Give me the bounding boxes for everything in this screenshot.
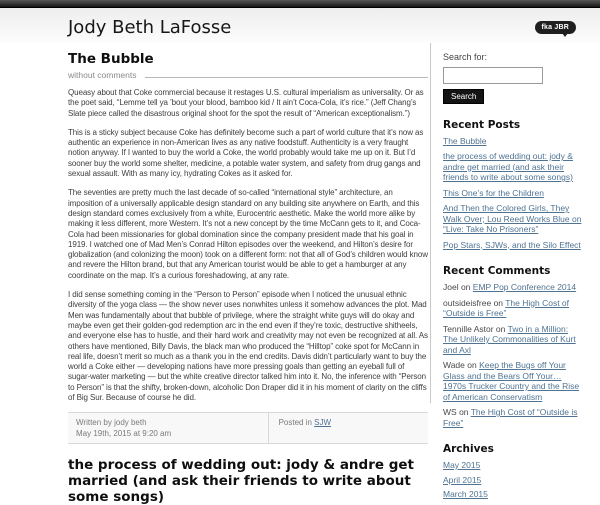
sidebar: [430, 43, 600, 499]
recent-comments-heading: Recent Comments: [443, 265, 551, 277]
recent-comment-4: [443, 360, 582, 402]
site-header: [0, 8, 600, 43]
recent-posts-widget: [443, 119, 582, 251]
comment-post-link[interactable]: Two in a Million: The Unlikely Commonalities of Kurt and Axl: [443, 323, 576, 355]
recent-comments-widget: [443, 265, 582, 428]
comment-connector: on: [458, 282, 473, 292]
comment-post-link[interactable]: The High Cost of “Outside is Free”: [443, 297, 570, 318]
comment-post-link[interactable]: EMP Pop Conference 2014: [472, 282, 577, 292]
next-post-title-link[interactable]: the process of wedding out: jody & andre get married (and ask their friends to write about some songs): [68, 457, 414, 505]
post-meta-row: [68, 70, 428, 80]
archive-link-april-2015[interactable]: April 2015: [443, 474, 482, 485]
page-body: [0, 43, 600, 505]
post-title-link[interactable]: The Bubble: [68, 51, 154, 67]
fka-jbr-badge[interactable]: fka JBR: [535, 21, 576, 34]
post-date-text: May 19th, 2015 at 9:20 am: [76, 429, 172, 439]
search-widget: [443, 52, 582, 104]
comment-author: Tennille Astor: [443, 323, 494, 334]
search-input[interactable]: [443, 67, 543, 84]
comment-post-link[interactable]: Keep the Bugs off Your Glass and the Bears Off Your… 1970s Trucker Country and the Rise of American Conservatism: [443, 360, 580, 402]
recent-comment-3: [443, 324, 582, 356]
recent-post-link-5[interactable]: Pop Stars, SJWs, and the Silo Effect: [443, 239, 581, 250]
recent-comment-2: [443, 298, 582, 319]
recent-comment-1: [443, 282, 582, 293]
recent-comment-5: [443, 407, 582, 428]
posted-in-label: Posted in: [278, 418, 315, 428]
top-bar: [0, 0, 600, 8]
comment-post-link[interactable]: The High Cost of “Outside is Free”: [443, 407, 578, 428]
comment-connector: on: [493, 323, 508, 334]
post-paragraph-3: The seventies are pretty much the last decade of so-called “international style” architecture, an imposition of a universally applicable design standard on any building site anywhere on Earth, and this design standard comes exclusively from a white, Eurocentric aesthetic. Make the world more alike by making it less different, more Western. It’s not a new concept by the time McCann gets to it, and Coca-Cola had been missionaries for global domination since the company president made that his goal in 1919. I watched one of Mad Men’s Conrad Hilton episodes over the weekend, and Hilton’s desire for globalization (and colonizing the moon) took on a different form: not that all of God’s children would know and revere the Hilton brand, but that any American tourist would be able to get a hamburger at any coordinate on the map. It’s a curious foreshadowing, at any rate.: [68, 188, 428, 280]
main-content: [68, 43, 428, 505]
post-footer-category: [269, 413, 341, 443]
post-paragraph-2: This is a sticky subject because Coke has definitely become such a part of world culture that it’s now as authentic an experience in non-American lives as any native foodstuff. Authenticity is a very fraught notion anyway. If I wanted to buy the world a Coke, the world probably would take me up on it. But I’d sooner buy the world some shelter, medicine, a potable water system, and safety from drug gangs and sexual assault. With as many icy, hydrating Cokes as it asked for.: [68, 127, 424, 179]
post-paragraph-1: Queasy about that Coke commercial because it restages U.S. cultural imperialism as universality. Or as the poet said, “Lemme tell ya ’bout your blood, bamboo kid / It ain’t Coca-Cola, it’s rice.” (Jeff Chang’s Slate piece called the disastrous original shoot for the spot the result of “American exceptionalism.”): [68, 88, 424, 118]
comment-connector: on: [491, 297, 506, 308]
recent-post-link-3[interactable]: This One’s for the Children: [443, 187, 544, 198]
comment-author: outsideisfree: [443, 297, 492, 308]
site-title-link[interactable]: Jody Beth LaFosse: [68, 16, 232, 38]
post-footer: [68, 412, 428, 444]
comment-author: WS: [443, 407, 457, 417]
archive-link-may-2015[interactable]: May 2015: [443, 460, 481, 470]
recent-post-link-2[interactable]: the process of wedding out: jody & andre get married (and ask their friends to write about some songs): [443, 151, 573, 182]
archives-heading: Archives: [443, 443, 494, 455]
comment-author: Joel: [443, 282, 459, 292]
comment-connector: on: [456, 407, 471, 417]
comment-connector: on: [464, 360, 480, 370]
recent-post-link-1[interactable]: The Bubble: [443, 135, 487, 146]
search-button[interactable]: Search: [443, 89, 484, 104]
archive-link-march-2015[interactable]: March 2015: [443, 489, 488, 499]
archives-widget: [443, 443, 582, 500]
post-paragraph-4: I did sense something coming in the “Person to Person” episode when I noticed the unusual ethnic diversity of the yoga class — the show never uses nonwhites unless it somehow advances the plot. Mad Men was fundamentally about that bubble of privilege, where the straight white guys will do okay and maybe even get their golden-god redemption arc in the end even if they’re toxic, destructive shitheels, and everyone else has to hustle, and their hard work and creativity may not even be recognized at all. As others have mentioned, Billy Davis, the black man who produced the “Hilltop” coke spot for McCann in real life, doesn’t merit so much as a thank you in the end credits. Davis didn’t particularly want to buy the world a Coke either — developing nations have more pressing goals than getting an eyeball full of sugar-water marketing — but the white creative director talked him into it. No, the inference with “Person to Person” is that the shifty, broken-down, alcoholic Don Draper did it in his moment of clarity on the cliffs of Big Sur. Because of course he did.: [68, 290, 428, 403]
category-link[interactable]: SJW: [314, 418, 332, 428]
search-label: Search for:: [443, 52, 488, 62]
comment-author: Wade: [443, 360, 465, 370]
recent-posts-heading: Recent Posts: [443, 118, 521, 131]
recent-post-link-4[interactable]: And Then the Colored Girls, They Walk Over; Lou Reed Works Blue on “Live: Take No Prisoners”: [443, 203, 582, 234]
post-footer-byline: [68, 413, 269, 443]
comments-count-link[interactable]: without comments: [68, 70, 137, 80]
written-by-text: Written by jody beth: [76, 418, 147, 428]
meta-divider-line: [145, 77, 429, 78]
